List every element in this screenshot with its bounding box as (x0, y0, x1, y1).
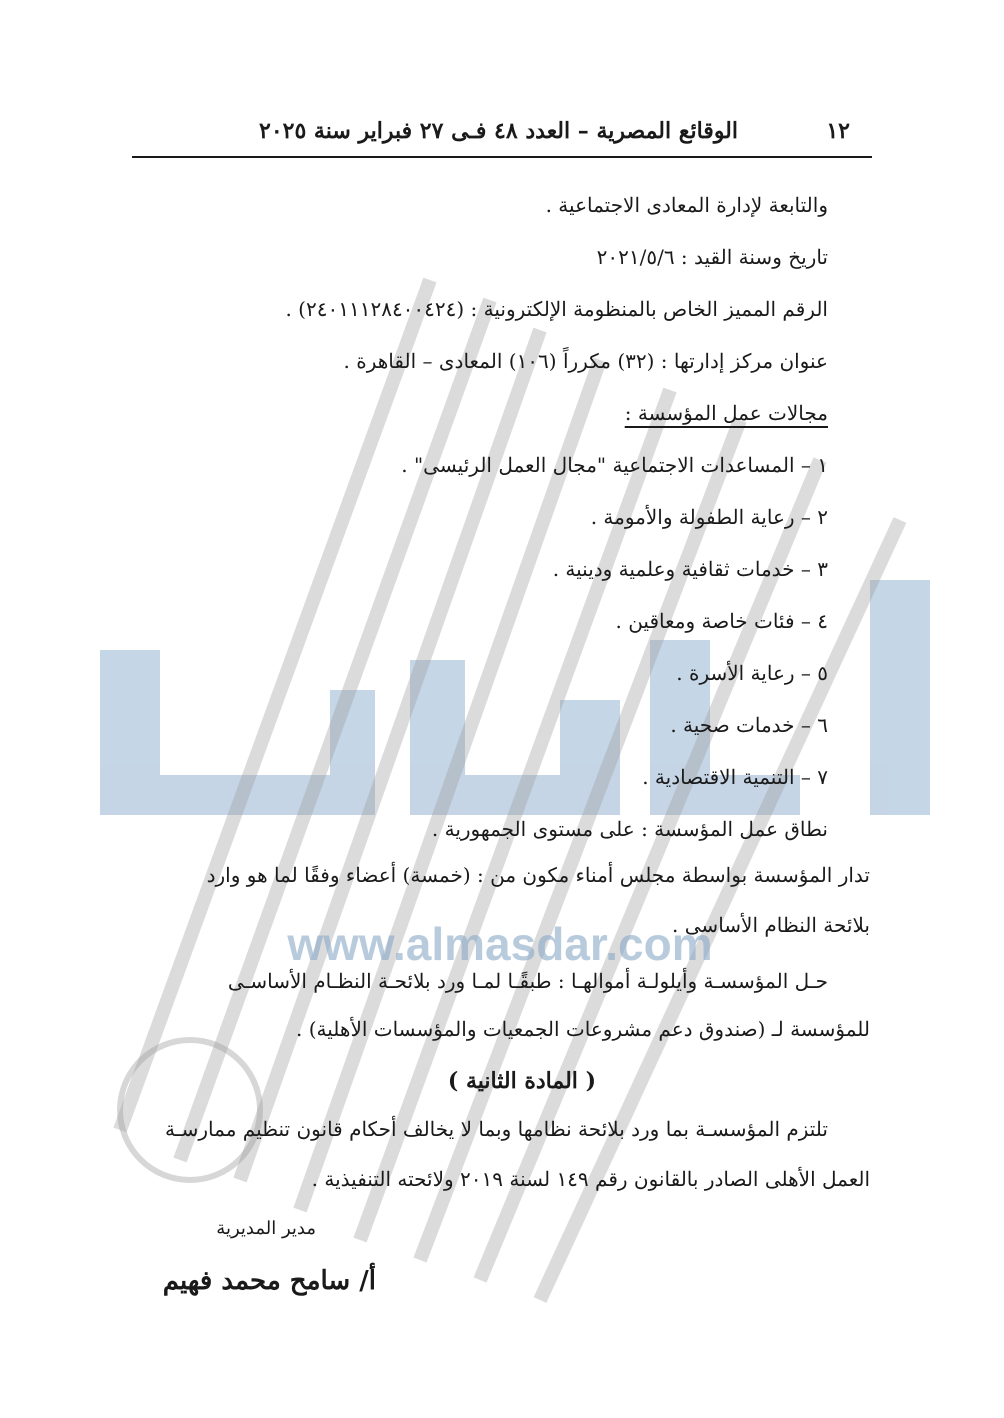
article-line: العمل الأهلى الصادر بالقانون رقم ١٤٩ لسنة ٢٠١٩ ولائحته التنفيذية . (311, 1167, 870, 1191)
dissolution-line: حـل المؤسسـة وأيلولـة أموالهـا : طبقًـا لمـا ورد بلائحـة النظـام الأساسـى (227, 969, 828, 993)
management-line: تدار المؤسسة بواسطة مجلس أمناء مكون من : (خمسة) أعضاء وفقًا لما هو وارد (206, 863, 870, 887)
dissolution-line: للمؤسسة لـ (صندوق دعم مشروعات الجمعيات والمؤسسات الأهلية) . (296, 1017, 870, 1041)
page-header (132, 112, 872, 158)
fields-heading: مجالات عمل المؤسسة : (624, 401, 828, 425)
article-line: تلتزم المؤسسـة بما ورد بلائحة نظامها وبما لا يخالف أحكام قانون تنظيم ممارسـة (165, 1117, 828, 1141)
address-line: عنوان مركز إدارتها : (٣٢) مكرراً (١٠٦) المعادى – القاهرة . (343, 349, 828, 373)
watermark-site-text: www.almasdar.com (287, 918, 713, 970)
field-item: ٤ – فئات خاصة ومعاقين . (615, 609, 828, 633)
body-line: والتابعة لإدارة المعادى الاجتماعية . (545, 193, 828, 217)
article-heading: ( المادة الثانية ) (447, 1068, 596, 1094)
director-signature: أ/ سامح محمد فهيم (162, 1266, 376, 1296)
field-item: ٥ – رعاية الأسرة . (676, 661, 828, 685)
field-item: ٧ – التنمية الاقتصادية . (642, 765, 828, 789)
electronic-id: الرقم المميز الخاص بالمنظومة الإلكترونية : (٢٤٠١١١٢٨٤٠٠٤٢٤) . (285, 297, 828, 321)
field-item: ١ – المساعدات الاجتماعية "مجال العمل الرئيسى" . (401, 453, 828, 477)
director-title: مدير المديرية (216, 1218, 316, 1239)
registration-date: تاريخ وسنة القيد : ٢٠٢١/٥/٦ (596, 245, 828, 269)
field-item: ٣ – خدمات ثقافية وعلمية ودينية . (552, 557, 828, 581)
management-line: بلائحة النظام الأساسى . (672, 913, 870, 937)
page-number: ١٢ (826, 118, 850, 144)
scope-line: نطاق عمل المؤسسة : على مستوى الجمهورية . (431, 817, 828, 841)
field-item: ٢ – رعاية الطفولة والأمومة . (590, 505, 828, 529)
field-item: ٦ – خدمات صحية . (670, 713, 828, 737)
gazette-title: الوقائع المصرية – العدد ٤٨ فـى ٢٧ فبراير سنة ٢٠٢٥ (259, 118, 738, 144)
